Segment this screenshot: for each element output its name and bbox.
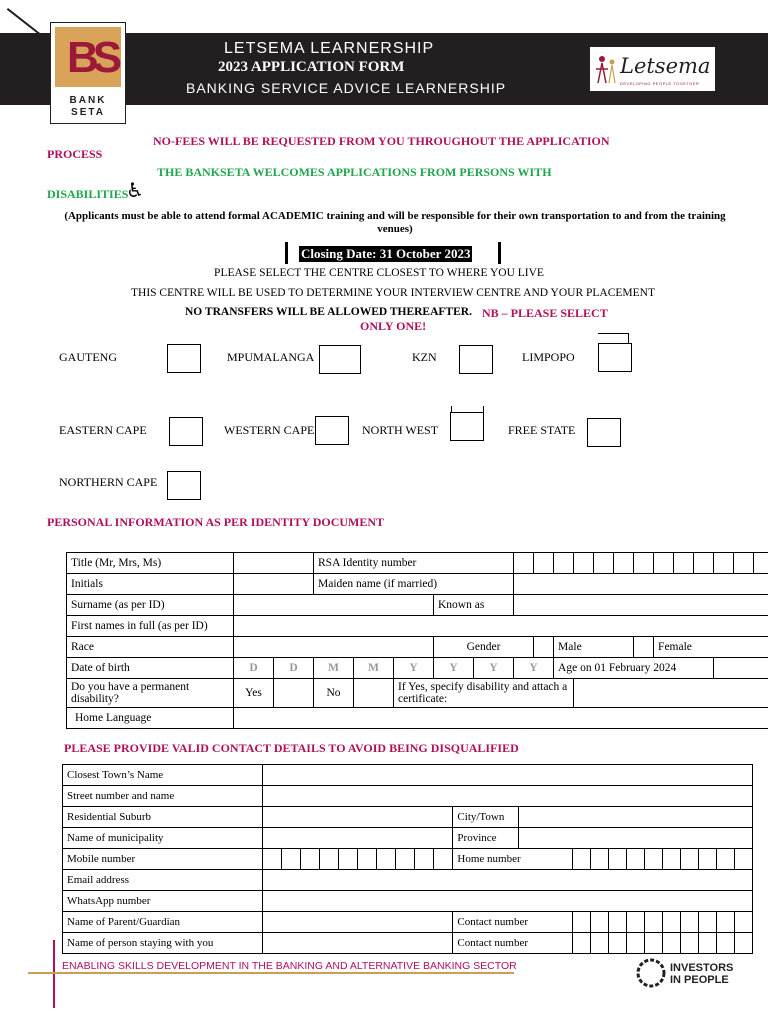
- street-label: Street number and name: [63, 786, 263, 807]
- province-label-gauteng: GAUTENG: [59, 350, 117, 364]
- investors-in-people-laurel-icon: [634, 956, 668, 990]
- province-label-free-state: FREE STATE: [508, 423, 576, 437]
- table-row: [63, 891, 753, 912]
- mobile-digit-box[interactable]: [301, 849, 320, 870]
- page-title: LETSEMA LEARNERSHIP: [224, 40, 435, 57]
- mobile-digit-box[interactable]: [415, 849, 434, 870]
- suburb-field[interactable]: [263, 807, 453, 828]
- dob-day-box[interactable]: D: [274, 658, 314, 679]
- staying-digit-box[interactable]: [662, 933, 680, 954]
- email-field[interactable]: [263, 870, 753, 891]
- parent-digit-box[interactable]: [680, 912, 698, 933]
- only-one-note: ONLY ONE!: [360, 319, 427, 333]
- province-label-kzn: KZN: [412, 350, 437, 364]
- checkbox-mpumalanga[interactable]: [319, 345, 361, 374]
- table-row: [67, 574, 768, 595]
- female-checkbox[interactable]: [634, 637, 654, 658]
- no-fees-notice: NO-FEES WILL BE REQUESTED FROM YOU THROUGHOUT THE APPLICATION: [153, 134, 610, 148]
- dob-year-box[interactable]: Y: [514, 658, 554, 679]
- home-digit-box[interactable]: [644, 849, 662, 870]
- dob-year-box[interactable]: Y: [474, 658, 514, 679]
- id-digit-box[interactable]: [714, 553, 734, 574]
- letsema-wordmark: Letsema: [620, 54, 711, 78]
- parent-contact-label: Contact number: [453, 912, 572, 933]
- nb-select-note: NB – PLEASE SELECT: [482, 306, 608, 320]
- mobile-digit-box[interactable]: [434, 849, 453, 870]
- whatsapp-field[interactable]: [263, 891, 753, 912]
- home-digit-box[interactable]: [734, 849, 752, 870]
- table-row: [63, 765, 753, 786]
- letsema-logo: [590, 47, 715, 91]
- parent-digit-box[interactable]: [644, 912, 662, 933]
- investors-in-people-logo: [670, 962, 733, 986]
- disability-no-label: No: [314, 679, 354, 708]
- applicants-note: (Applicants must be able to attend formal ACADEMIC training and will be responsible for their own transportation to and from the training venues): [64, 210, 726, 235]
- first-names-field[interactable]: [234, 616, 768, 637]
- staying-with-field[interactable]: [263, 933, 453, 954]
- mobile-digit-box[interactable]: [339, 849, 358, 870]
- parent-digit-box[interactable]: [626, 912, 644, 933]
- staying-digit-box[interactable]: [626, 933, 644, 954]
- male-label: Male: [554, 637, 634, 658]
- bankseta-logo: [50, 22, 126, 124]
- mobile-digit-box[interactable]: [396, 849, 415, 870]
- id-digit-box[interactable]: [634, 553, 654, 574]
- surname-field[interactable]: [234, 595, 434, 616]
- staying-digit-box[interactable]: [608, 933, 626, 954]
- home-digit-box[interactable]: [608, 849, 626, 870]
- title-field[interactable]: [234, 553, 314, 574]
- centre-use-note: THIS CENTRE WILL BE USED TO DETERMINE YOUR INTERVIEW CENTRE AND YOUR PLACEMENT: [130, 287, 655, 299]
- province-label: Province: [453, 828, 518, 849]
- staying-digit-box[interactable]: [572, 933, 590, 954]
- initials-field[interactable]: [234, 574, 314, 595]
- parent-digit-box[interactable]: [590, 912, 608, 933]
- mobile-digit-box[interactable]: [282, 849, 301, 870]
- age-label: Age on 01 February 2024: [554, 658, 714, 679]
- gender-label: Gender: [434, 637, 534, 658]
- parent-digit-box[interactable]: [734, 912, 752, 933]
- staying-with-label: Name of person staying with you: [63, 933, 263, 954]
- initials-label: Initials: [67, 574, 234, 595]
- iip-line1: INVESTORS: [670, 962, 734, 974]
- id-digit-box[interactable]: [514, 553, 534, 574]
- table-row: [63, 849, 753, 870]
- home-digit-box[interactable]: [680, 849, 698, 870]
- table-row: [63, 870, 753, 891]
- checkbox-free-state[interactable]: [587, 418, 621, 447]
- program-name: BANKING SERVICE ADVICE LEARNERSHIP: [186, 80, 507, 96]
- disability-yes-box[interactable]: [274, 679, 314, 708]
- maiden-name-label: Maiden name (if married): [314, 574, 514, 595]
- disability-no-box[interactable]: [354, 679, 394, 708]
- dob-month-box[interactable]: M: [314, 658, 354, 679]
- id-digit-box[interactable]: [554, 553, 574, 574]
- home-language-field[interactable]: [234, 708, 768, 729]
- province-label-western-cape: WESTERN CAPE: [224, 423, 315, 437]
- known-as-label: Known as: [434, 595, 514, 616]
- dob-year-box[interactable]: Y: [434, 658, 474, 679]
- province-label-mpumalanga: MPUMALANGA: [227, 350, 315, 364]
- checkbox-northern-cape[interactable]: [167, 471, 201, 500]
- known-as-field[interactable]: [514, 595, 768, 616]
- race-label: Race: [67, 637, 234, 658]
- street-field[interactable]: [263, 786, 753, 807]
- disability-welcome: THE BANKSETA WELCOMES APPLICATIONS FROM PERSONS WITH: [157, 165, 552, 179]
- staying-contact-label: Contact number: [453, 933, 572, 954]
- staying-digit-box[interactable]: [698, 933, 716, 954]
- city-label: City/Town: [453, 807, 518, 828]
- home-digit-box[interactable]: [590, 849, 608, 870]
- parent-digit-box[interactable]: [572, 912, 590, 933]
- female-label: Female: [654, 637, 768, 658]
- closest-town-label: Closest Town’s Name: [63, 765, 263, 786]
- dob-year-box[interactable]: Y: [394, 658, 434, 679]
- checkbox-kzn[interactable]: [459, 345, 493, 374]
- wheelchair-icon: ♿: [126, 178, 144, 202]
- bankseta-logo-line1: BANK: [69, 95, 107, 106]
- footer-accent-bar: [53, 940, 55, 1008]
- contact-heading: PLEASE PROVIDE VALID CONTACT DETAILS TO AVOID BEING DISQUALIFIED: [64, 741, 519, 755]
- bankseta-logo-line2: SETA: [71, 107, 105, 118]
- province-label-eastern-cape: EASTERN CAPE: [59, 423, 147, 437]
- table-row: [67, 679, 768, 708]
- disability-welcome-cont: DISABILITIES: [47, 187, 129, 201]
- race-field[interactable]: [234, 637, 434, 658]
- letsema-tagline: DEVELOPING PEOPLE TOGETHER: [620, 81, 700, 86]
- home-language-label: Home Language: [67, 708, 234, 729]
- email-label: Email address: [63, 870, 263, 891]
- no-fees-notice-cont: PROCESS: [47, 147, 103, 161]
- disability-question: Do you have a permanent disability?: [67, 679, 234, 708]
- home-number-label: Home number: [453, 849, 572, 870]
- parent-digit-box[interactable]: [608, 912, 626, 933]
- footer-divider: [28, 972, 514, 974]
- home-digit-box[interactable]: [626, 849, 644, 870]
- id-digit-box[interactable]: [574, 553, 594, 574]
- first-names-label: First names in full (as per ID): [67, 616, 234, 637]
- suburb-label: Residential Suburb: [63, 807, 263, 828]
- letsema-figures-icon: [594, 53, 620, 85]
- staying-digit-box[interactable]: [734, 933, 752, 954]
- home-digit-box[interactable]: [662, 849, 680, 870]
- table-row: [67, 616, 768, 637]
- province-label-northern-cape: NORTHERN CAPE: [59, 475, 158, 489]
- disability-yes-label: Yes: [234, 679, 274, 708]
- table-row: [63, 912, 753, 933]
- id-digit-box[interactable]: [694, 553, 714, 574]
- mobile-digit-box[interactable]: [320, 849, 339, 870]
- bankseta-bs-glyph: BS: [67, 33, 117, 82]
- mobile-digit-box[interactable]: [263, 849, 282, 870]
- mobile-digit-box[interactable]: [377, 849, 396, 870]
- table-row: [67, 595, 768, 616]
- id-digit-box[interactable]: [754, 553, 768, 574]
- staying-digit-box[interactable]: [590, 933, 608, 954]
- dob-label: Date of birth: [67, 658, 234, 679]
- staying-digit-box[interactable]: [680, 933, 698, 954]
- municipality-label: Name of municipality: [63, 828, 263, 849]
- mobile-digit-box[interactable]: [358, 849, 377, 870]
- parent-label: Name of Parent/Guardian: [63, 912, 263, 933]
- closing-bracket-right: [498, 242, 501, 264]
- bankseta-logo-mark: [55, 27, 121, 87]
- male-checkbox[interactable]: [534, 637, 554, 658]
- disability-specify-label: If Yes, specify disability and attach a certificate:: [394, 679, 574, 708]
- staying-digit-box[interactable]: [716, 933, 734, 954]
- select-centre-instruction: PLEASE SELECT THE CENTRE CLOSEST TO WHERE YOU LIVE: [214, 267, 544, 279]
- table-row: [63, 807, 753, 828]
- table-row: [63, 786, 753, 807]
- parent-digit-box[interactable]: [662, 912, 680, 933]
- province-label-north-west: NORTH WEST: [362, 423, 439, 437]
- checkbox-western-cape[interactable]: [315, 416, 349, 445]
- footer-tagline: ENABLING SKILLS DEVELOPMENT IN THE BANKING AND ALTERNATIVE BANKING SECTOR: [62, 960, 517, 972]
- no-transfers-note: NO TRANSFERS WILL BE ALLOWED THEREAFTER.: [185, 306, 472, 318]
- table-row: [67, 658, 768, 679]
- province-field[interactable]: [518, 828, 753, 849]
- parent-digit-box[interactable]: [698, 912, 716, 933]
- id-digit-box[interactable]: [654, 553, 674, 574]
- table-row: [63, 933, 753, 954]
- home-digit-box[interactable]: [572, 849, 590, 870]
- contact-table: [62, 764, 753, 954]
- parent-digit-box[interactable]: [716, 912, 734, 933]
- id-digit-box[interactable]: [734, 553, 754, 574]
- checkbox-north-west[interactable]: [450, 412, 484, 441]
- mobile-label: Mobile number: [63, 849, 263, 870]
- closest-town-field[interactable]: [263, 765, 753, 786]
- dob-day-box[interactable]: D: [234, 658, 274, 679]
- id-digit-box[interactable]: [614, 553, 634, 574]
- personal-info-table: [66, 552, 768, 729]
- whatsapp-label: WhatsApp number: [63, 891, 263, 912]
- table-row: [67, 553, 768, 574]
- city-field[interactable]: [518, 807, 753, 828]
- home-digit-box[interactable]: [698, 849, 716, 870]
- closing-bracket-left: [285, 242, 288, 264]
- staying-digit-box[interactable]: [644, 933, 662, 954]
- id-digit-box[interactable]: [534, 553, 554, 574]
- iip-line2: IN PEOPLE: [670, 974, 729, 986]
- province-label-limpopo: LIMPOPO: [522, 350, 575, 364]
- id-digit-box[interactable]: [674, 553, 694, 574]
- disability-specify-field[interactable]: [574, 679, 768, 708]
- municipality-field[interactable]: [263, 828, 453, 849]
- checkbox-gauteng[interactable]: [167, 344, 201, 373]
- table-row: [67, 637, 768, 658]
- checkbox-eastern-cape[interactable]: [169, 417, 203, 446]
- form-subtitle: 2023 APPLICATION FORM: [218, 59, 405, 75]
- id-digit-box[interactable]: [594, 553, 614, 574]
- maiden-name-field[interactable]: [514, 574, 768, 595]
- table-row: [63, 828, 753, 849]
- dob-month-box[interactable]: M: [354, 658, 394, 679]
- age-field[interactable]: [714, 658, 768, 679]
- surname-label: Surname (as per ID): [67, 595, 234, 616]
- title-label: Title (Mr, Mrs, Ms): [67, 553, 234, 574]
- checkbox-limpopo[interactable]: [598, 343, 632, 372]
- home-digit-box[interactable]: [716, 849, 734, 870]
- table-row: [67, 708, 768, 729]
- parent-field[interactable]: [263, 912, 453, 933]
- rsa-id-label: RSA Identity number: [314, 553, 514, 574]
- personal-info-heading: PERSONAL INFORMATION AS PER IDENTITY DOCUMENT: [47, 515, 385, 529]
- closing-date: Closing Date: 31 October 2023: [301, 246, 471, 261]
